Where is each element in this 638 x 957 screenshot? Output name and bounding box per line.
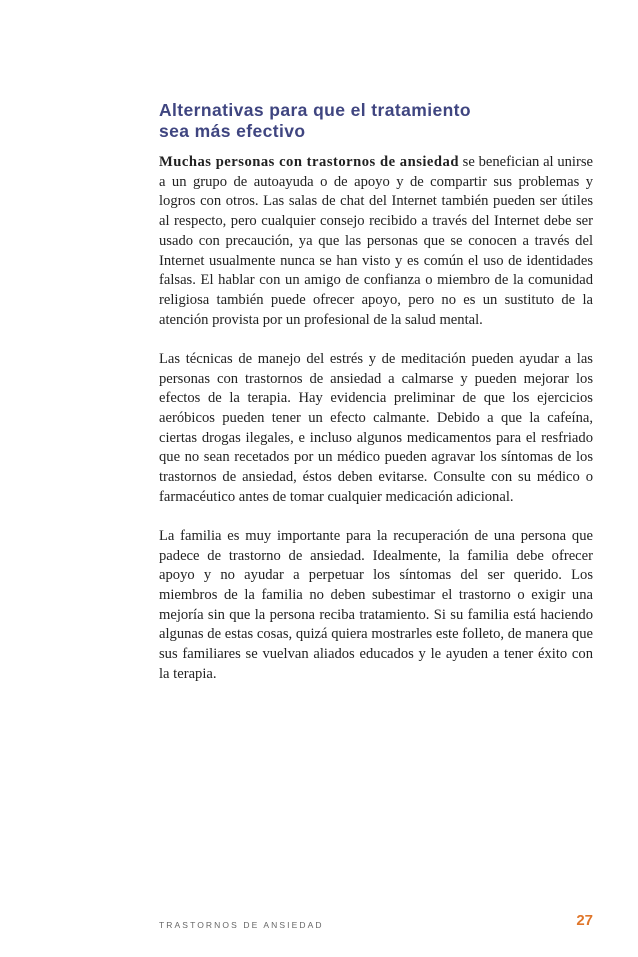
section-heading-line-2: sea más efectivo: [159, 121, 306, 141]
page-content: [159, 100, 593, 704]
paragraph-stress-management: Las técnicas de manejo del estrés y de meditación pueden ayudar a las personas con trastornos de ansiedad a calmarse y pueden mejorar los efectos de la terapia. Hay evidencia preliminar de que los ejercicios aeróbicos pueden tener un efecto calmante. Debido a que la cafeína, ciertas drogas ilegales, e incluso algunos medicamentos para el resfriado que no sean recetados por un médico pueden agravar los síntomas de los trastornos de ansiedad, éstos deben evitarse. Consulte con su médico o farmacéutico antes de tomar cualquier medicación adicional.: [159, 350, 593, 505]
paragraph-support-groups: [159, 153, 593, 330]
paragraph-family-role: La familia es muy importante para la recuperación de una persona que padece de trastorno de ansiedad. Idealmente, la familia debe ofrecer apoyo y no ayudar a perpetuar los síntomas del ser querido. Los miembros de la familia no deben subestimar el trastorno o exigir una mejoría sin que la persona reciba tratamiento. Si su familia está haciendo algunas de estas cosas, quizá quiera mostrarles este folleto, de manera que sus familiares se vuelvan aliados educados y le ayuden a tener éxito con la terapia.: [159, 527, 593, 682]
paragraph-lead-text: Muchas personas con trastornos de ansiedad: [159, 154, 459, 170]
paragraph-body-text: se benefician al unirse a un grupo de autoayuda o de apoyo y de compartir sus problemas y logros con otros. Las salas de chat del Internet también pueden ser útiles al respecto, pero cualquier consejo recibido a través del Internet debe ser usado con precaución, ya que las personas que se conocen a través del Internet usualmente nunca se han visto y es común el uso de identidades falsas. El hablar con un amigo de confianza o miembro de la comunidad religiosa también puede ofrecer apoyo, pero no es un sustituto de la atención provista por un profesional de la salud mental.: [159, 154, 594, 328]
section-heading-line-1: Alternativas para que el tratamiento: [159, 100, 471, 120]
page-number: 27: [576, 912, 593, 929]
section-heading: [159, 100, 593, 142]
footer-running-title: TRASTORNOS DE ANSIEDAD: [159, 920, 324, 930]
